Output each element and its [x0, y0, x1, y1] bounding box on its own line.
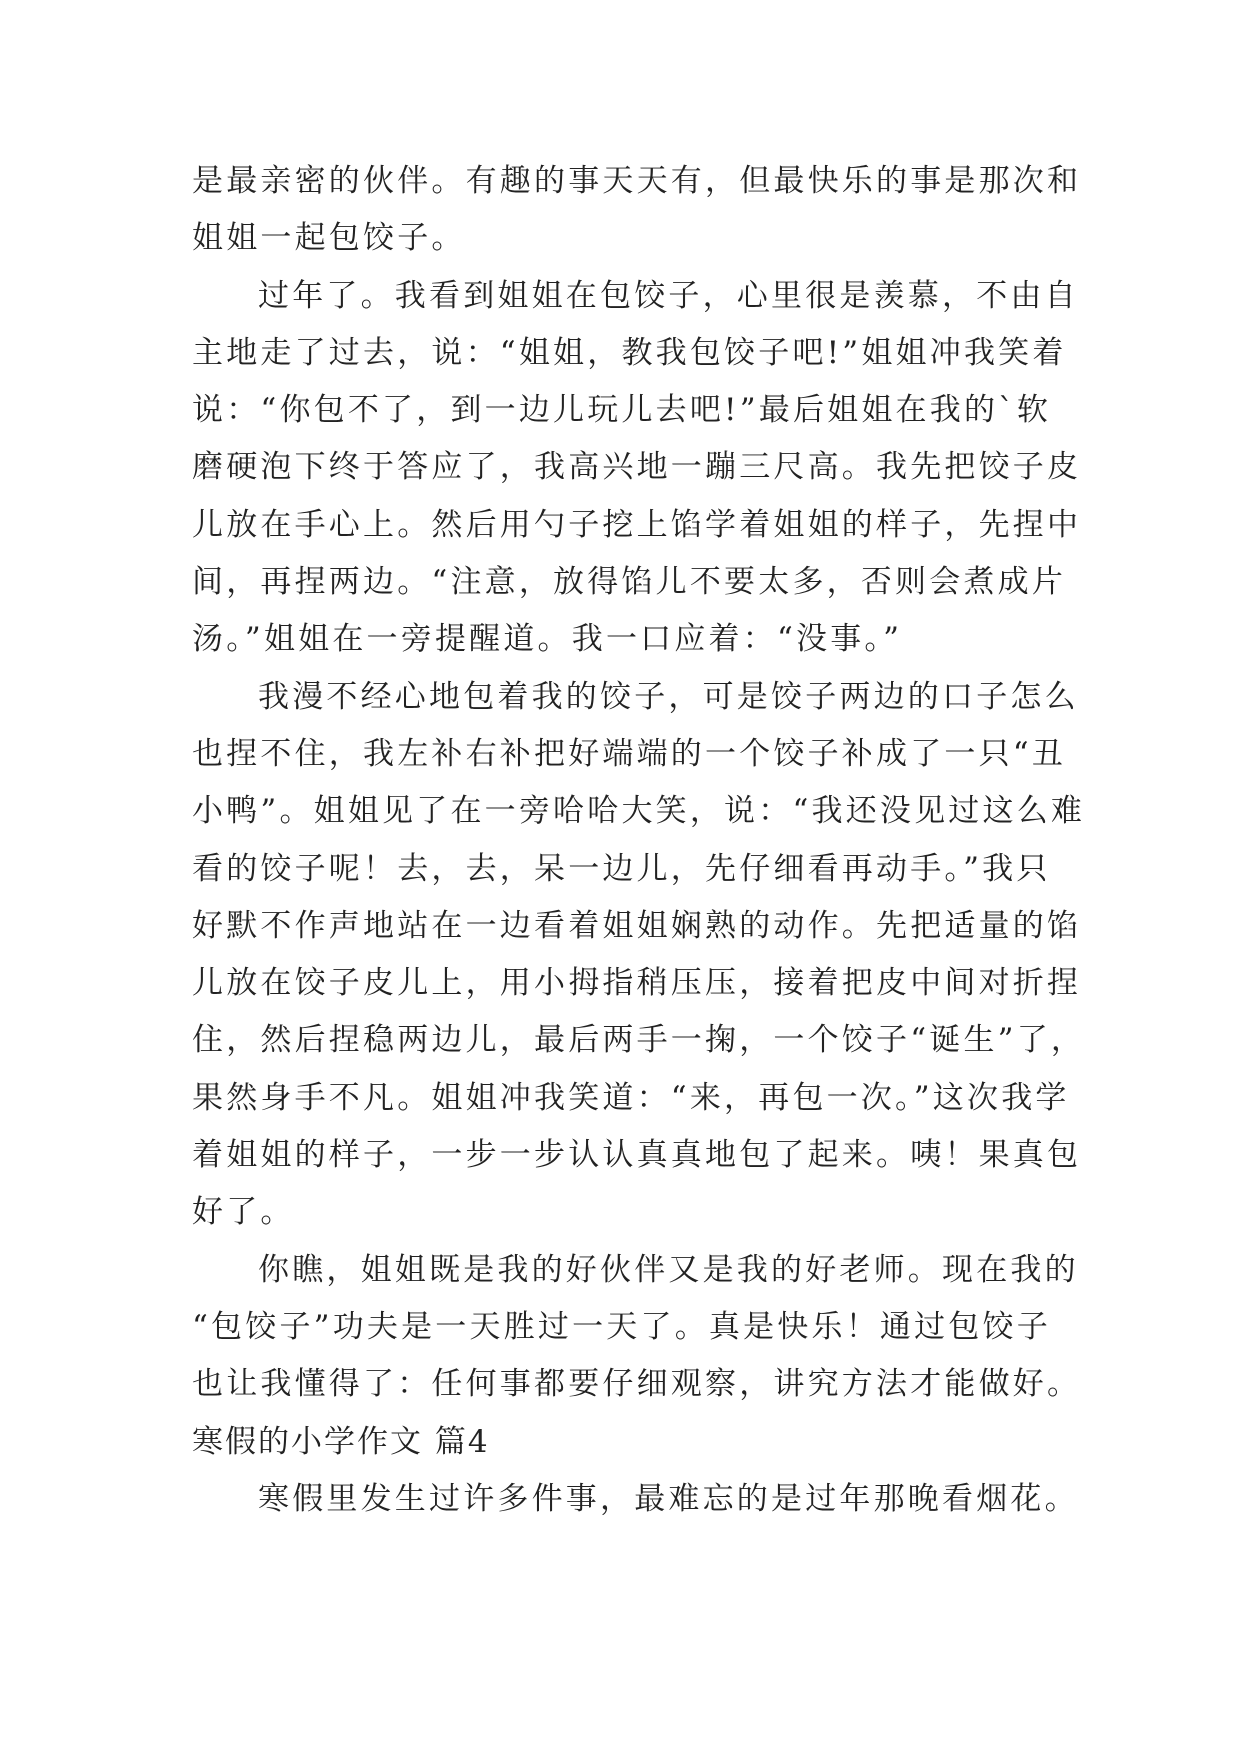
text-line: 汤。”姐姐在一旁提醒道。我一口应着：“没事。” — [192, 621, 903, 658]
text-line: “包饺子”功夫是一天胜过一天了。真是快乐！通过包饺子 — [192, 1308, 1051, 1345]
text-line: 寒假里发生过许多件事，最难忘的是过年那晚看烟花。 — [258, 1480, 1079, 1517]
text-line: 也让我懂得了：任何事都要仔细观察，讲究方法才能做好。 — [192, 1366, 1082, 1403]
text-line: 果然身手不凡。姐姐冲我笑道：“来，再包一次。”这次我学 — [192, 1079, 1070, 1116]
text-line: 好默不作声地站在一边看着姐姐娴熟的动作。先把适量的馅 — [192, 907, 1082, 944]
text-line: 好了。 — [192, 1194, 295, 1231]
text-line: 主地走了过去，说：“姐姐，教我包饺子吧!”姐姐冲我笑着 — [192, 334, 1067, 371]
text-line: 是最亲密的伙伴。有趣的事天天有，但最快乐的事是那次和 — [192, 163, 1082, 199]
text-line: 磨硬泡下终于答应了，我高兴地一蹦三尺高。我先把饺子皮 — [192, 449, 1082, 486]
text-line: 看的饺子呢！去，去，呆一边儿，先仔细看再动手。”我只 — [192, 850, 1051, 887]
text-line: 着姐姐的样子，一步一步认认真真地包了起来。咦！果真包 — [192, 1137, 1082, 1174]
text-line: 你瞧，姐姐既是我的好伙伴又是我的好老师。现在我的 — [258, 1251, 1079, 1288]
text-line: 我漫不经心地包着我的饺子，可是饺子两边的口子怎么 — [258, 678, 1079, 715]
text-line: 小鸭”。姐姐见了在一旁哈哈大笑，说：“我还没见过这么难 — [192, 793, 1086, 830]
section-heading: 寒假的小学作文 篇4 — [192, 1423, 490, 1460]
article-body — [192, 153, 1086, 1528]
text-line: 姐姐一起包饺子。 — [192, 220, 466, 257]
text-line: 住，然后捏稳两边儿，最后两手一掬，一个饺子“诞生”了， — [192, 1022, 1086, 1059]
text-line: 间，再捏两边。“注意，放得馅儿不要太多，否则会煮成片 — [192, 564, 1067, 601]
text-line: 儿放在手心上。然后用勺子挖上馅学着姐姐的样子，先捏中 — [192, 506, 1082, 543]
text-line: 儿放在饺子皮儿上，用小拇指稍压压，接着把皮中间对折捏 — [192, 965, 1082, 1002]
text-line: 过年了。我看到姐姐在包饺子，心里很是羡慕，不由自 — [258, 277, 1079, 314]
text-line: 说：“你包不了，到一边儿玩儿去吧!”最后姐姐在我的`软 — [192, 392, 1052, 429]
text-line: 也捏不住，我左补右补把好端端的一个饺子补成了一只“丑 — [192, 735, 1067, 772]
